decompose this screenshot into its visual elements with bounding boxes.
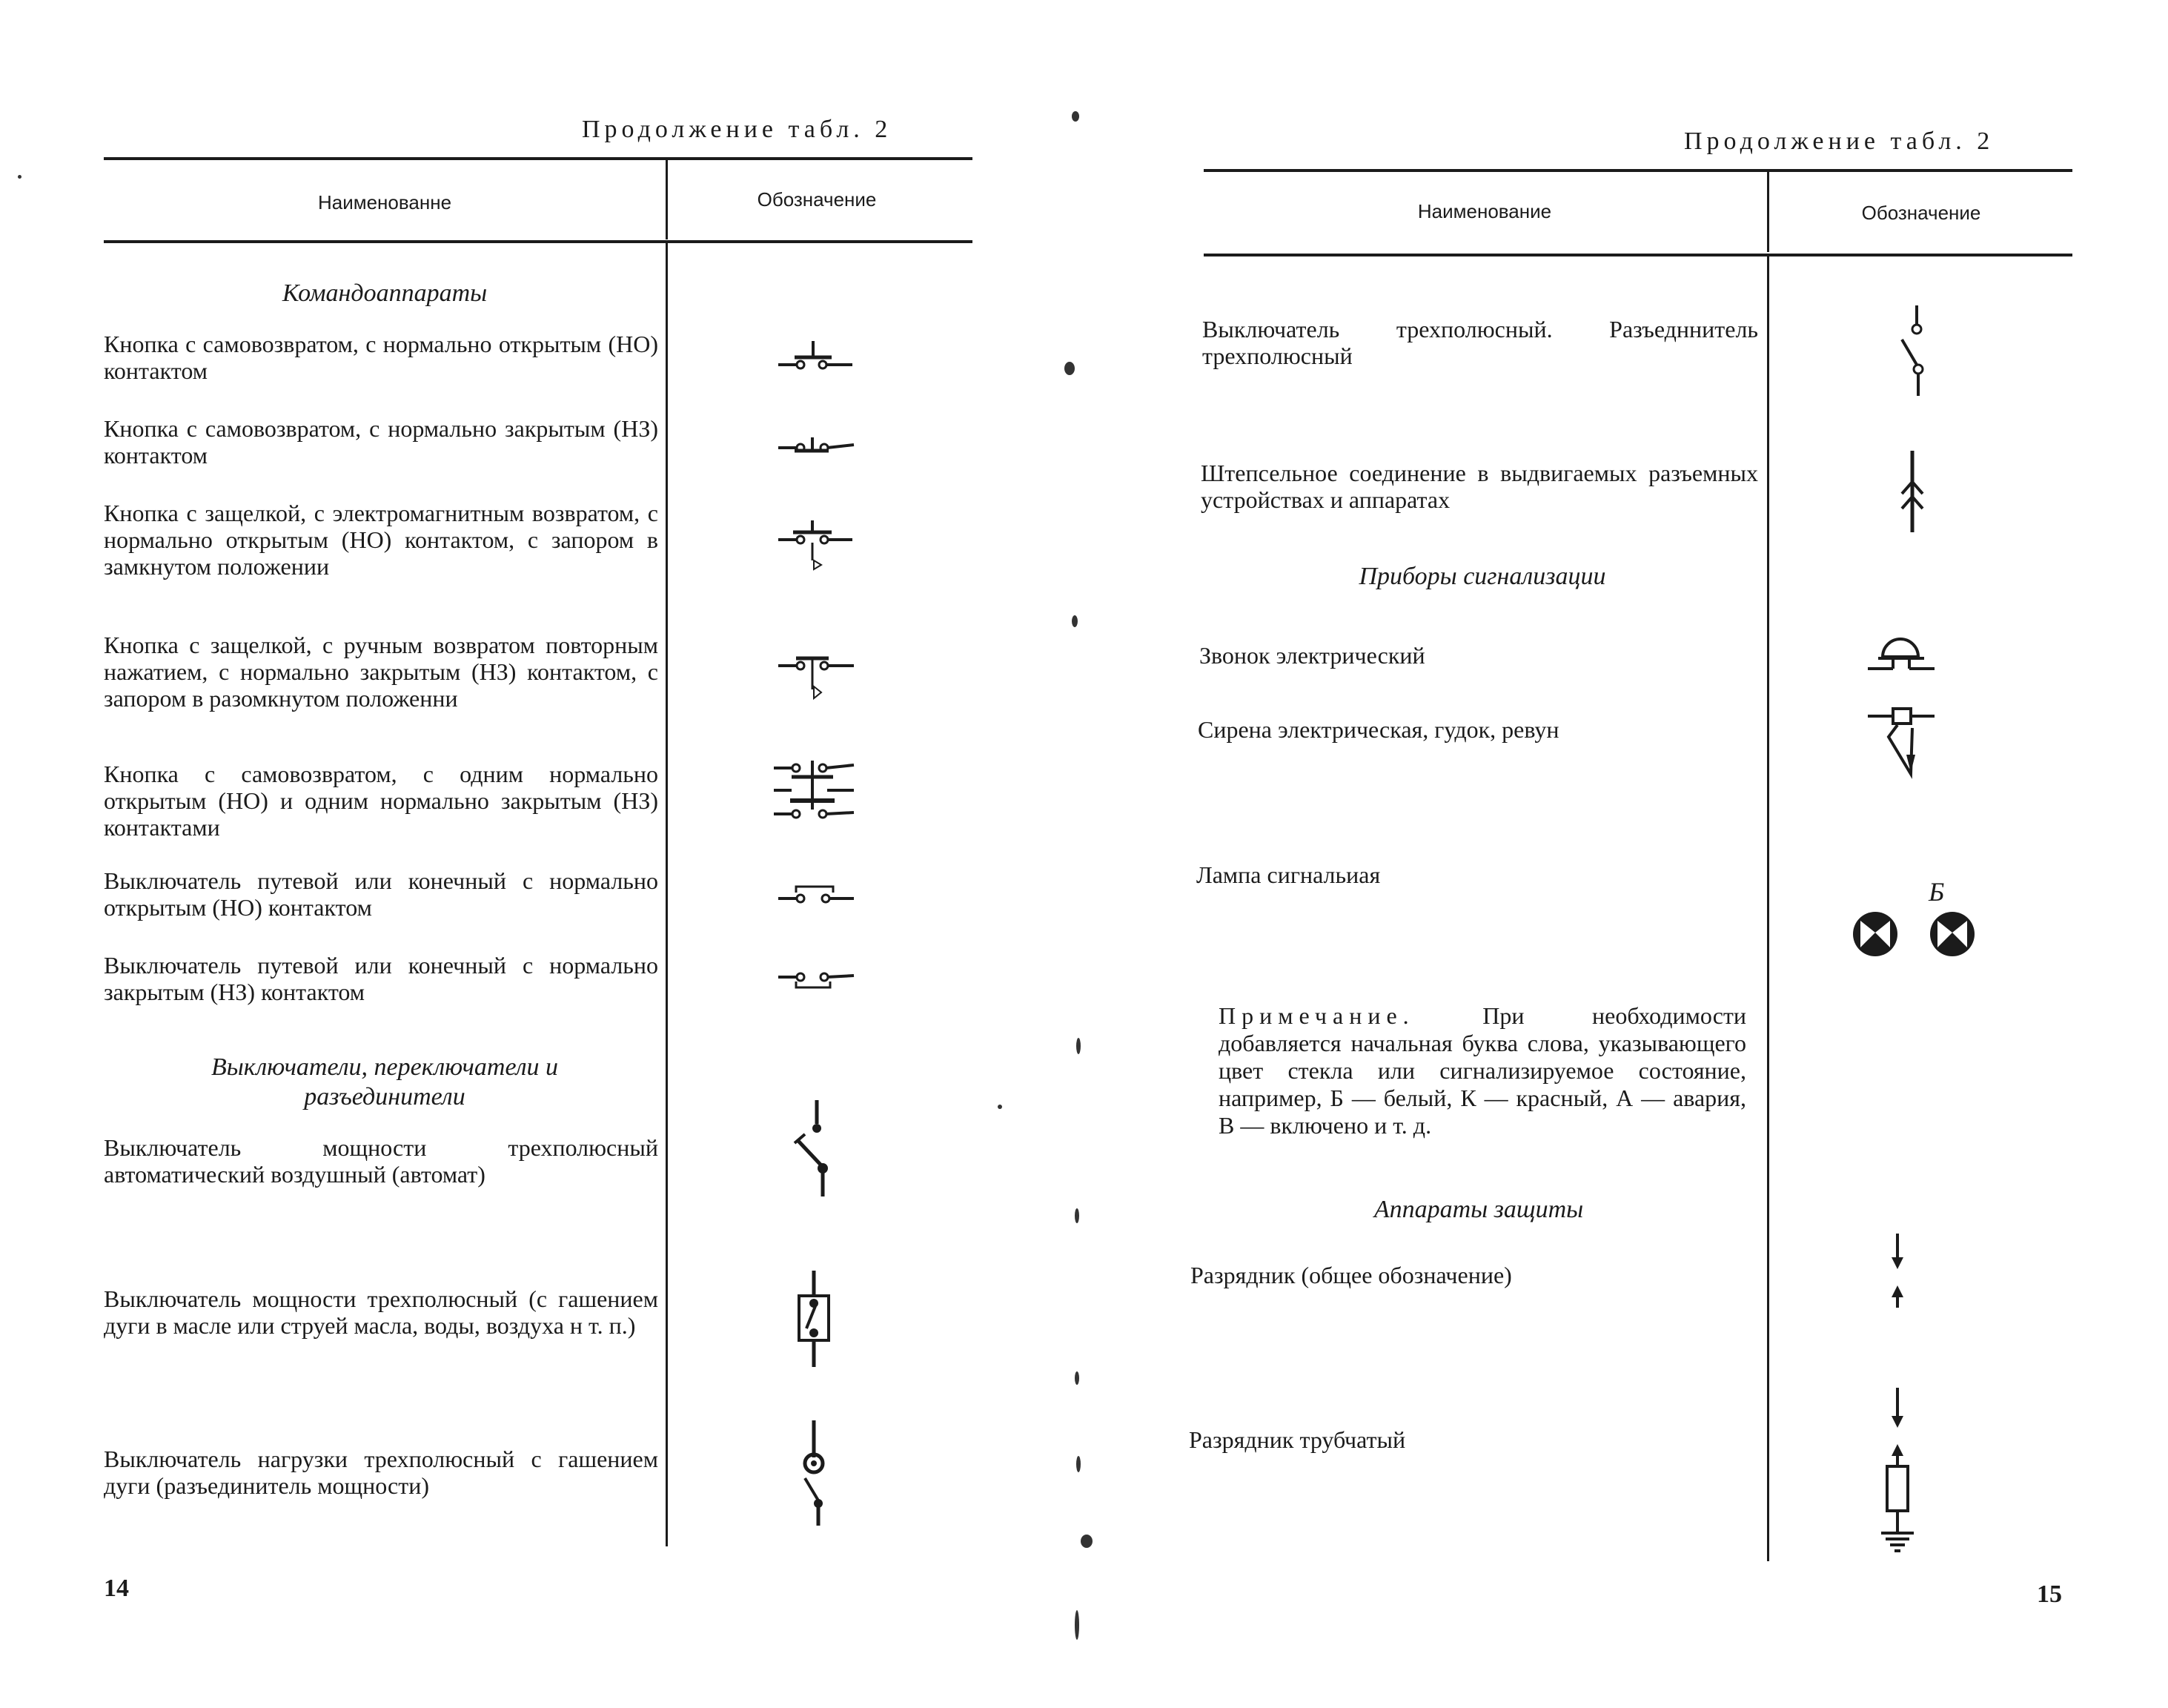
siren-symbol [1860,701,1942,783]
right-page-number: 15 [2037,1580,2062,1608]
right-table-caption: Продолжение табл. 2 [1684,128,1995,155]
list-item: Сирена электрическая, гудок, ревун [1198,716,1559,743]
note-text: При необходимости добавляется начальная буква слова, указывающего цвет стекла или сигнализируемое состояние, например, Б — белый, К — красный, А — авария, В — включено и т. д. [1219,1002,1747,1139]
signal-lamp-symbols [1846,904,2001,964]
right-header-symbol: Обозначение [1861,202,1981,224]
circuit-breaker-air-symbol [786,1097,845,1201]
scan-speck [18,175,21,179]
three-pole-disconnector-symbol [1890,302,1942,399]
left-table-caption: Продолжение табл. 2 [582,116,892,143]
list-item: Выключатель мощности трехполюсный автоматический воздушный (автомат) [104,1134,658,1188]
right-header-bottom-rule [1204,254,2072,256]
scan-speck [1064,362,1075,375]
load-break-switch-symbol [793,1417,838,1529]
list-item: Разрядник трубчатый [1189,1426,1406,1453]
list-item: Кнопка с защелкой, с электромагнитным возвратом, с нормально открытым (НО) контактом, с запором в замкнутом положении [104,500,658,580]
right-header-top-rule [1204,169,2072,172]
left-header-top-rule [104,157,972,160]
list-item: Звонок электрический [1199,642,1425,669]
list-item: Штепсельное соединение в выдвигаемых разъемных устройствах и аппаратах [1201,460,1758,513]
button-nc-contact-symbol [771,430,860,460]
list-item: Выключатель трехполюсный. Разъедннитель трехполюсный [1202,316,1758,369]
scan-speck [1072,615,1078,627]
right-header-divider [1767,172,1769,252]
button-no-contact-symbol [771,334,860,378]
note-block [1219,1002,1746,1139]
section-title-switches: Выключатели, переключатели и разъединители [210,1053,559,1110]
left-header-bottom-rule [104,240,972,243]
scan-speck [1081,1535,1093,1548]
right-header-name: Наименование [1417,200,1552,222]
scan-speck [1076,1456,1081,1472]
tube-arrester-symbol [1878,1385,1923,1563]
list-item: Кнопка с самовозвратом, с нормально закрытым (НЗ) контактом [104,415,658,469]
list-item: Кнопка с самовозвратом, с одним нормально открытым (НО) и одним нормально закрытым (НЗ) контактами [104,761,658,841]
right-column-divider [1767,256,1769,1561]
left-header-name: Наименованне [317,191,452,214]
signal-lamp-icon [1930,912,1975,956]
plug-connection-symbol [1890,448,1935,537]
list-item: Выключатель путевой или конечный с нормально открытым (НО) контактом [104,867,658,921]
limit-switch-nc-symbol [771,964,860,993]
list-item: Разрядник (общее обозначение) [1190,1262,1512,1288]
latch-button-manual-symbol [771,646,860,706]
section-title-protection: Аппараты защиты [1373,1196,1584,1223]
list-item: Кнопка с защелкой, с ручным возвратом повторным нажатием, с нормально закрытым (НЗ) контактом, с запором в разомкнутом положенни [104,632,658,712]
left-page-number: 14 [104,1575,129,1602]
left-column-divider [666,243,668,1546]
section-title-signal-devices: Приборы сигнализации [1359,563,1606,590]
note-label: Примечание. [1219,1002,1415,1029]
button-no-nc-symbol [771,758,860,839]
list-item: Лампа сигнальиая [1196,861,1381,888]
lamp-letter: Б [1929,877,1945,907]
scan-speck [1075,1610,1079,1640]
list-item: Выключатель нагрузки трехполюсный с гашением дуги (разъединитель мощности) [104,1446,658,1499]
signal-lamp-icon [1853,912,1897,956]
list-item: Выключатель мощности трехполюсный (с гашением дуги в масле или струей масла, воды, воздуха н т. п.) [104,1285,658,1339]
scan-speck [1075,1208,1079,1223]
electric-bell-symbol [1860,632,1942,676]
list-item: Выключатель путевой или конечный с нормально закрытым (НЗ) контактом [104,952,658,1005]
scan-speck [1072,111,1079,122]
limit-switch-no-symbol [771,881,860,910]
left-header-symbol: Обозначение [757,188,877,211]
oil-circuit-breaker-symbol [790,1268,842,1371]
section-title-command-devices: Командоаппараты [282,279,488,307]
scan-speck [998,1105,1002,1109]
scan-speck [1076,1038,1081,1054]
surge-arrester-symbol [1883,1231,1912,1312]
latch-button-electromagnetic-symbol [771,517,860,577]
scan-speck [1075,1371,1079,1385]
list-item: Кнопка с самовозвратом, с нормально открытым (НО) контактом [104,331,658,384]
